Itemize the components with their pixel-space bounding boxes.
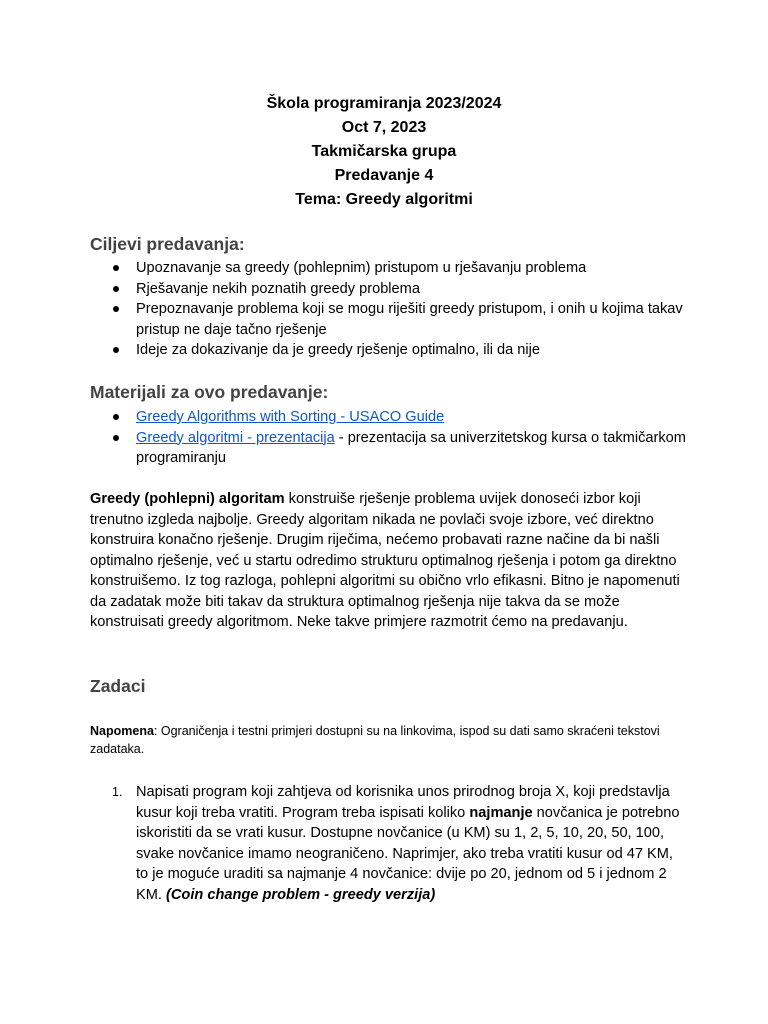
list-item: Ideje za dokazivanje da je greedy rješenje optimalno, ili da nije bbox=[90, 340, 690, 361]
lecture-date: Oct 7, 2023 bbox=[341, 119, 427, 136]
usaco-guide-link[interactable]: Greedy Algorithms with Sorting - USACO Guide bbox=[136, 409, 445, 425]
note-text: : Ograničenja i testni primjeri dostupni su na linkovima, ispod su dati samo skraćeni tekstovi zadataka. bbox=[90, 724, 660, 756]
materials-heading: Materijali za ovo predavanje: bbox=[90, 382, 329, 402]
list-item: Prepoznavanje problema koji se mogu riješiti greedy pristupom, i onih u kojima takav pristup ne daje tačno rješenje bbox=[90, 299, 690, 340]
task-text-continued: novčanica je potrebno iskoristiti da se vrati kusur. Dostupne novčanice (u KM) su 1, 2, 5, 10, 20, 50, 100, svake novčanice imamo neograničeno. Naprimjer, ako treba vratiti kusur od 47 KM, to je moguće uraditi sa najmanje 4 novčanice: dvije po 20, jednom od 5 i jednom 2 KM. bbox=[136, 804, 680, 903]
note-label: Napomena bbox=[90, 724, 154, 738]
tasks-heading: Zadaci bbox=[90, 676, 146, 696]
list-item: Rješavanje nekih poznatih greedy problema bbox=[90, 279, 690, 300]
list-item bbox=[90, 782, 680, 905]
title-block bbox=[0, 92, 768, 212]
task-emphasis: najmanje bbox=[469, 804, 533, 821]
group-name: Takmičarska grupa bbox=[311, 143, 457, 160]
presentation-link[interactable]: Greedy algoritmi - prezentacija bbox=[136, 429, 335, 446]
presentation-description: - prezentacija sa univerzitetskog kursa o takmičarkom programiranju bbox=[136, 429, 686, 466]
goals-heading: Ciljevi predavanja: bbox=[90, 234, 245, 254]
intro-paragraph bbox=[90, 489, 680, 633]
school-title: Škola programiranja 2023/2024 bbox=[266, 95, 502, 112]
intro-text: konstruiše rješenje problema uvijek donoseći izbor koji trenutno izgleda najbolje. Greedy algoritam nikada ne povlači svoje izbore, već direktno konstruira konačno rješenje. Drugim riječima, nećemo probavati razne načine da bi našli optimalno rješenje, već u startu odredimo strukturu optimalnog rješenja i potom ga direktno konstruišemo. Iz tog razloga, pohlepni algoritmi su obično vrlo efikasni. Bitno je napomenuti da zadatak može biti takav da struktura optimalnog rješenja nije takva da se može konstruisati greedy algoritmom. Neke takve primjere razmotrit ćemo na predavanju. bbox=[90, 491, 680, 630]
tasks-list bbox=[90, 782, 680, 905]
tasks-note bbox=[90, 722, 680, 758]
list-item bbox=[90, 428, 690, 469]
goals-list bbox=[90, 258, 690, 361]
task-number: 1. bbox=[112, 785, 123, 799]
list-item: Upoznavanje sa greedy (pohlepnim) pristupom u rješavanju problema bbox=[90, 258, 690, 279]
lecture-topic: Tema: Greedy algoritmi bbox=[295, 191, 473, 208]
list-item bbox=[90, 407, 690, 428]
materials-list bbox=[90, 407, 690, 469]
lecture-number: Predavanje 4 bbox=[334, 167, 434, 184]
task-problem-name: (Coin change problem - greedy verzija) bbox=[166, 886, 436, 903]
task-text: Napisati program koji zahtjeva od korisnika unos prirodnog broja X, koji predstavlja kusur koji treba vratiti. Program treba ispisati koliko bbox=[136, 784, 670, 821]
intro-term: Greedy (pohlepni) algoritam bbox=[90, 491, 285, 507]
